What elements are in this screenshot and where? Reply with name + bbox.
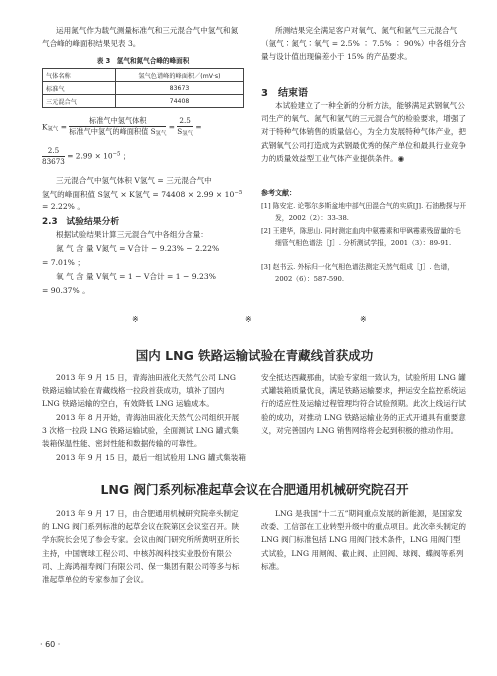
page-number: · 60 · [40,640,61,649]
article-3-paragraph: LNG 是我国“十二五”期间重点发展的新能源，是国家发改委、工信部在工业转型升级中的重点项目。此次牵头制定的 LNG 阀门标准包括 LNG 用阀门技术条件，LNG 用阀门型式试验，LNG 用闸阀、截止阀、止回阀、球阀、蝶阀等系列标准。 [261,509,467,571]
table-cell: 83673 [116,82,244,95]
fraction-numerator: 2.5 [177,116,193,127]
table-header-cell: 气体名称 [43,69,116,82]
reference-item: [1] 陈安定. 论鄂尔多斯盆地中部气田混合气的实质[J]. 石油勘探与开发，2002（2）：33-38. [261,202,467,222]
analysis-line-5: = 90.37% 。 [42,286,90,295]
article-2-paragraph: 2013 年 9 月 15 日，最后一组试验用 LNG 罐式集装箱 [56,453,246,462]
separator-mark: ※ [245,315,252,324]
formula-fraction-2 [177,116,193,139]
reference-item: [2] 王建华，陈思山. 同时测定血肉中氨霉素和甲砜霉素残留量的毛细管气相色谱法［J］. 分析测试学报，2001（3）：89-91. [261,227,461,247]
results-table [42,68,244,108]
k-calculation: $\frac{2.5}{83673}$ = $2.99 \times 10^{-5}$ ； [42,146,131,166]
section-2-3-heading: 2.3 试验结果分析 [42,217,120,227]
article-2-title: 国内 LNG 铁路运输试验在青藏线首获成功 [135,348,374,363]
table-cell: 74408 [116,95,244,108]
section-3-heading: 3 结束语 [261,88,308,99]
table-header-cell: 氢气色谱峰的峰面积／(mV·s) [116,69,244,82]
separator-mark: ※ [132,315,139,324]
table-header-row [43,69,244,82]
formula-fraction [69,116,166,139]
table-cell: 三元混合气 [43,95,116,108]
article-2-paragraph-continued: 安全抵达西藏那曲，试验专家组一致认为，试验所用 LNG 罐式罐装箱质量优良，满足铁路运输要求，押运安全监控系统运行的适应性及运输过程管理均符合试验预期。此次上线运行试验的成功，对推动 LNG 铁路运输业务的正式开通具有重要意义，对完善国内 LNG 销售网络将会起到积极的推动作用。 [261,373,467,435]
article-2-paragraph: 2013 年 9 月 15 日，青海油田液化天然气公司 LNG 铁路运输试验在青藏线格一拉段首获成功，填补了国内 LNG 铁路运输的空白，有效降低 LNG 运输成本。 [42,373,236,409]
references-title: 参考文献： [261,189,296,197]
mix-line-3: = 2.22% 。 [42,202,85,211]
intro-paragraph: 运用氮气作为载气测量标准气和三元混合气中氢气和氮气合峰的峰面积结果见表 3。 [42,26,239,49]
analysis-line-1: 根据试验结果计算三元混合气中各组分含量： [56,230,208,239]
k-formula: K氢气 = $\frac{\text{标准气中氢气体积}}{\text{标准气中氢气的峰面积值 S氢气}}$ = $\frac{2.5}{\text{S氢气}}$ = [42,116,202,137]
conclusion-paragraph: 本试验建立了一种全新的分析方法，能够满足武钢氧气公司生产的氧气、氮气和氩气的三元混合气的检验要求，增强了对于特种气体销售的质量信心，为全力发展特种气体产业，把武钢氧气公司打造成为武钢最优秀的保产单位和最具行业竞争力的质量效益型工业气体产业提供条件。◉ [261,101,467,163]
mix-line-1: 三元混合气中氢气体积 V氢气 = 三元混合气中 [56,176,212,185]
table-row [43,82,244,95]
mix-line-2: 氢气的峰面积值 S氢气 × K氢气 = $74408 \times 2.99 \times 10^{-5}$ [42,190,243,199]
analysis-line-3: = 7.01% ； [42,258,85,267]
table-cell: 标准气 [43,82,116,95]
table-caption: 表 3 氢气和氮气合峰的峰面积 [96,57,190,65]
reference-item: [3] 赵书云. 外标归一化气相色谱法测定天然气组成［J］. 色谱，2002（6）：587-590. [261,263,455,283]
separator-mark: ※ [360,315,367,324]
k-symbol: K [42,122,48,132]
calc-fraction: $\frac{2.5}{83673}$ [42,146,65,166]
article-3-title: LNG 阀门系列标准起草会议在合肥通用机械研究院召开 [100,482,409,497]
fraction-denominator: 标准气中氢气的峰面积值 S氢气 [69,127,167,137]
analysis-line-2: 氮 气 含 量 V氮气 = V合计 − 9.23% − 2.22% [56,244,220,253]
fraction-numerator: 标准气中氢气体积 [69,116,166,127]
analysis-line-4: 氧 气 含 量 V氧气 = 1 − V合计 = 1 − 9.23% [56,272,216,281]
results-paragraph: 所测结果完全满足客户对氧气、氮气和氩气三元混合气（氩气∶氮气∶氧气 = 2.5% ∶ 7.5% ∶ 90%）中各组分含量与设计值出现偏差小于 15% 的产品要求。 [261,26,467,62]
article-2-paragraph: 2013 年 8 月开始，青海油田液化天然气公司组织开展 3 次格一拉段 LNG 铁路运输试验，全面测试 LNG 罐式集装箱保温性能、密封性能和数据传输的可靠性。 [42,413,240,449]
article-3-paragraph: 2013 年 9 月 17 日，由合肥通用机械研究院牵头制定的 LNG 阀门系列标准的起草会议在院第区会议室召开。陕学东院长会见了参会专家。会议由阀门研究所所黄明亚所长主持，中国寰球工程公司、中核苏阀科技实业股份有限公司、上海鸿福寿阀门有限公司、保一集团有限公司等多与标准起草单位的专家参加了会议。 [42,509,240,585]
fraction-denominator: S氢气 [177,127,193,137]
k-subscript: 氢气 [47,126,59,133]
table-row [43,95,244,108]
